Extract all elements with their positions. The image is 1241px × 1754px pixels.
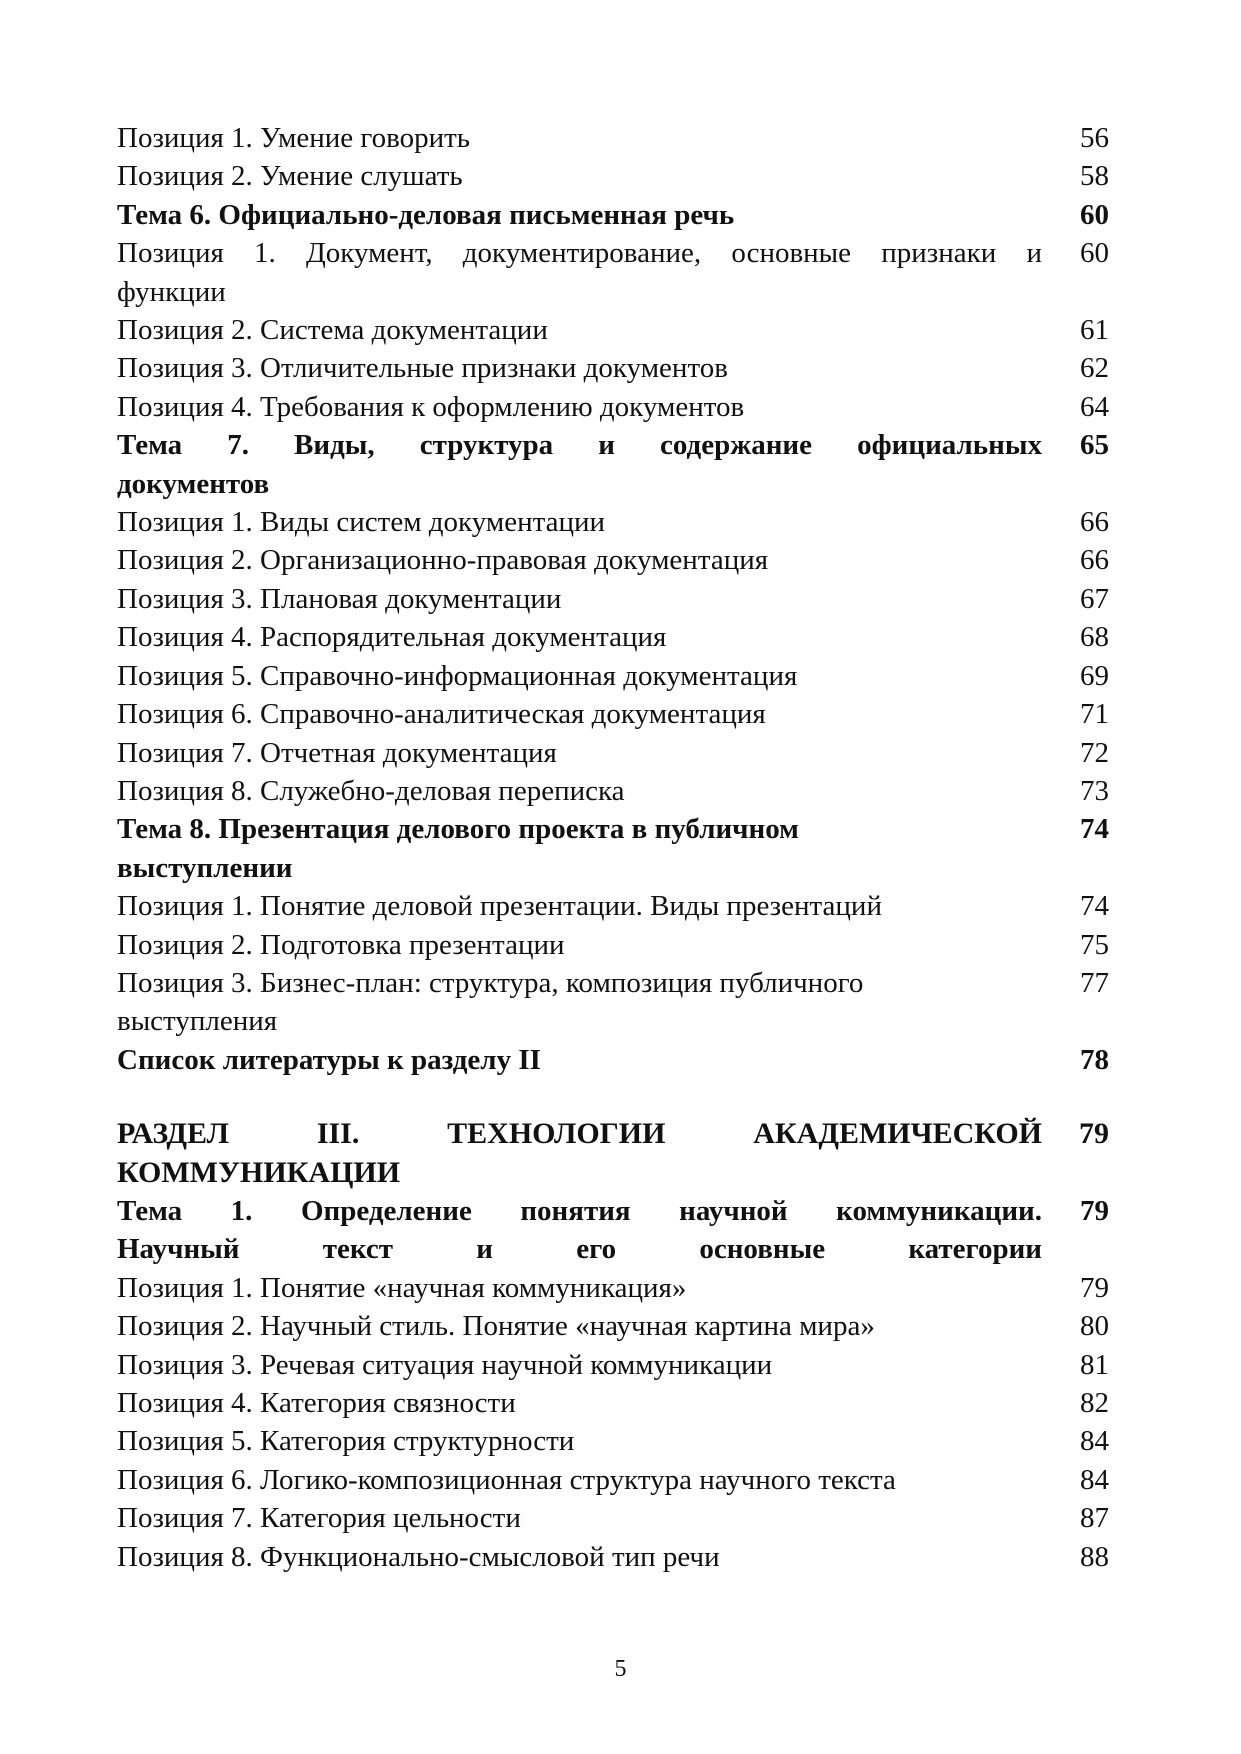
toc-entry	[117, 887, 1109, 925]
toc-entry	[117, 1346, 1109, 1384]
toc-entry	[117, 772, 1109, 810]
toc-entry-title: Позиция 3. Отличительные признаки документов	[117, 352, 728, 385]
toc-entry-page: 84	[1080, 1425, 1109, 1458]
toc-entry	[117, 695, 1109, 733]
toc-entry-page: 79	[1080, 1194, 1109, 1227]
toc-entry	[117, 1269, 1109, 1307]
toc-topic-heading	[117, 196, 1109, 234]
toc-entry	[117, 503, 1109, 541]
toc-entry-title: Позиция 7. Категория цельности	[117, 1502, 521, 1535]
toc-entry-line-1: Позиция 1. Документ, документирование, основные признаки и	[117, 237, 1042, 270]
page-number: 5	[614, 1656, 627, 1682]
toc-entry-page: 60	[1080, 198, 1109, 231]
toc-entry	[117, 1538, 1109, 1576]
toc-entry-title	[117, 1115, 1042, 1192]
toc-entry-title: Позиция 3. Речевая ситуация научной коммуникации	[117, 1348, 773, 1381]
toc-entry-title	[117, 810, 1042, 887]
toc-entry-line-2: выступления	[117, 1005, 278, 1038]
toc-entry-page: 69	[1080, 659, 1109, 692]
toc-entry-page: 74	[1080, 813, 1109, 846]
toc-entry-title: Позиция 2. Система документации	[117, 314, 548, 347]
toc-entry-page: 71	[1080, 698, 1109, 731]
toc-entry-page: 87	[1080, 1502, 1109, 1535]
toc-entry	[117, 349, 1109, 387]
toc-entry	[117, 1461, 1109, 1499]
section-gap	[117, 1079, 1109, 1115]
toc-entry-title	[117, 964, 1042, 1041]
toc-entry-page: 88	[1080, 1540, 1109, 1573]
toc-entry	[117, 657, 1109, 695]
toc-entry-page: 66	[1080, 506, 1109, 539]
toc-entry-title: Позиция 2. Организационно-правовая документация	[117, 544, 769, 577]
toc-entry-page: 58	[1080, 160, 1109, 193]
toc-entry-title: Позиция 8. Функционально-смысловой тип речи	[117, 1540, 720, 1573]
toc-entry-title: Позиция 5. Справочно-информационная документация	[117, 659, 798, 692]
toc-entry-title: Позиция 4. Требования к оформлению документов	[117, 390, 745, 423]
toc-bibliography-heading	[117, 1041, 1109, 1079]
toc-entry-title: Позиция 4. Распорядительная документация	[117, 621, 667, 654]
toc-entry-line-1: Тема 7. Виды, структура и содержание официальных	[117, 429, 1042, 462]
toc-entry	[117, 234, 1109, 311]
toc-entry-page: 62	[1080, 352, 1109, 385]
toc-entry	[117, 1307, 1109, 1345]
toc-topic-heading	[117, 1192, 1109, 1269]
toc-entry	[117, 734, 1109, 772]
toc-section-heading	[117, 1115, 1109, 1192]
toc-entry-page: 79	[1080, 1271, 1109, 1304]
toc-entry-title: Позиция 5. Категория структурности	[117, 1425, 575, 1458]
toc-entry-title: Позиция 4. Категория связности	[117, 1387, 516, 1419]
toc-entry-title: Список литературы к разделу II	[117, 1043, 541, 1076]
table-of-contents	[117, 119, 1109, 1576]
toc-entry-title: Позиция 6. Логико-композиционная структура научного текста	[117, 1463, 896, 1496]
toc-entry-page: 61	[1080, 314, 1109, 347]
toc-entry-line-2: выступлении	[117, 851, 293, 884]
toc-entry-page: 56	[1080, 122, 1109, 154]
toc-entry-title: Позиция 8. Служебно-деловая переписка	[117, 774, 625, 807]
toc-entry-page: 79	[1079, 1117, 1109, 1151]
toc-entry-title: Позиция 1. Понятие «научная коммуникация»	[117, 1271, 687, 1304]
toc-entry-line-2: документов	[117, 467, 270, 500]
toc-entry-page: 81	[1080, 1348, 1109, 1381]
toc-entry-title: Позиция 1. Умение говорить	[117, 122, 470, 154]
toc-topic-heading	[117, 810, 1109, 887]
toc-entry-page: 80	[1080, 1310, 1109, 1343]
toc-entry-page: 66	[1080, 544, 1109, 577]
toc-entry	[117, 1499, 1109, 1537]
toc-entry-line-2: функции	[117, 275, 226, 308]
toc-entry	[117, 1384, 1109, 1422]
toc-entry	[117, 580, 1109, 618]
toc-entry-title	[117, 426, 1042, 503]
toc-entry	[117, 541, 1109, 579]
toc-entry-line-2: Научный текст и его основные категории	[117, 1233, 1042, 1266]
toc-entry-page: 72	[1080, 736, 1109, 769]
toc-entry-line-2: КОММУНИКАЦИИ	[117, 1155, 401, 1189]
toc-entry-page: 64	[1080, 390, 1109, 423]
toc-entry-title: Тема 6. Официально-деловая письменная речь	[117, 198, 735, 231]
toc-entry-title	[117, 1192, 1042, 1269]
toc-entry-line-1: РАЗДЕЛ III. ТЕХНОЛОГИИ АКАДЕМИЧЕСКОЙ	[117, 1117, 1042, 1151]
toc-entry-title: Позиция 3. Плановая документации	[117, 582, 562, 615]
toc-entry	[117, 926, 1109, 964]
toc-topic-heading	[117, 426, 1109, 503]
toc-entry-title: Позиция 7. Отчетная документация	[117, 736, 557, 769]
toc-entry-title: Позиция 2. Подготовка презентации	[117, 928, 565, 961]
toc-entry-title: Позиция 6. Справочно-аналитическая документация	[117, 698, 766, 731]
toc-entry-page: 75	[1080, 928, 1109, 961]
toc-entry-page: 68	[1080, 621, 1109, 654]
toc-entry	[117, 311, 1109, 349]
toc-entry-line-1: Позиция 3. Бизнес-план: структура, композиция публичного	[117, 966, 864, 999]
toc-entry	[117, 119, 1109, 157]
toc-entry-line-1: Тема 8. Презентация делового проекта в публичном	[117, 813, 799, 846]
toc-entry	[117, 388, 1109, 426]
toc-entry-page: 67	[1080, 582, 1109, 615]
toc-entry-title: Позиция 1. Виды систем документации	[117, 506, 606, 539]
toc-entry-title: Позиция 1. Понятие деловой презентации. Виды презентаций	[117, 890, 882, 923]
toc-entry	[117, 618, 1109, 656]
toc-entry-page: 78	[1080, 1043, 1109, 1076]
toc-entry-page: 74	[1080, 890, 1109, 923]
toc-entry	[117, 157, 1109, 195]
toc-entry-page: 84	[1080, 1463, 1109, 1496]
toc-entry-title: Позиция 2. Научный стиль. Понятие «научная картина мира»	[117, 1310, 875, 1343]
toc-entry-page: 60	[1080, 237, 1109, 270]
toc-entry-page: 77	[1080, 966, 1109, 999]
toc-entry-page: 82	[1080, 1387, 1109, 1419]
toc-entry-title	[117, 234, 1042, 311]
toc-entry-page: 65	[1080, 429, 1109, 462]
toc-entry-line-1: Тема 1. Определение понятия научной коммуникации.	[117, 1194, 1042, 1227]
toc-entry	[117, 1422, 1109, 1460]
toc-entry-page: 73	[1080, 774, 1109, 807]
toc-entry	[117, 964, 1109, 1041]
toc-entry-title: Позиция 2. Умение слушать	[117, 160, 463, 193]
